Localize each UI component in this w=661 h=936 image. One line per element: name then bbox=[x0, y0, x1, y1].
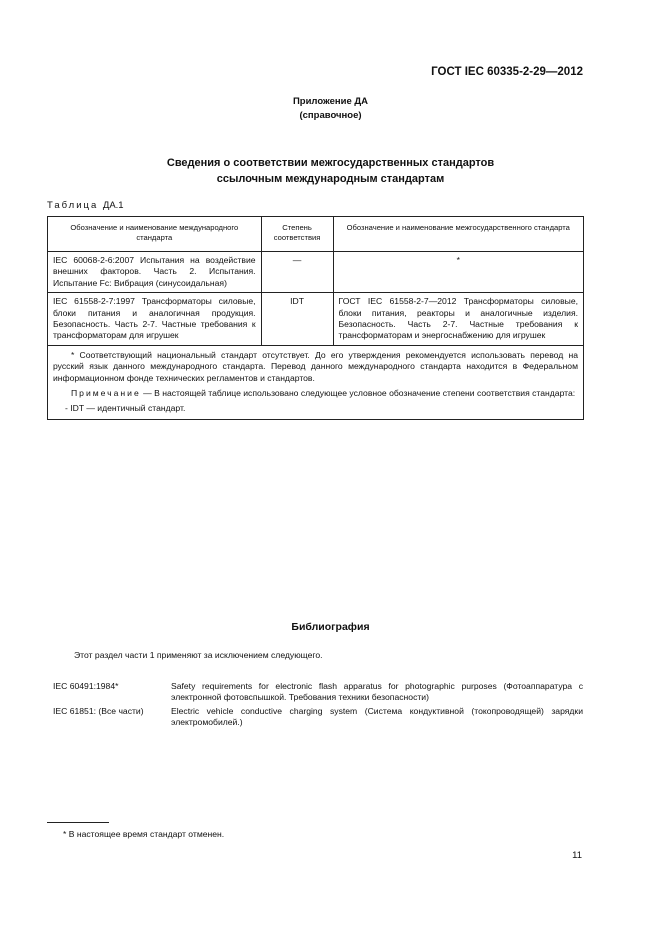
footnote-rule bbox=[47, 822, 109, 823]
table-label bbox=[47, 200, 124, 211]
bibliography-list bbox=[53, 681, 583, 731]
bibliography-item bbox=[53, 681, 583, 704]
page-footnote: * В настоящее время стандарт отменен. bbox=[63, 829, 225, 839]
table-row bbox=[48, 252, 584, 293]
bibliography-intro: Этот раздел части 1 применяют за исключением следующего. bbox=[74, 650, 323, 660]
cell-international: IEC 61558-2-7:1997 Трансформаторы силовые, блоки питания и аналогичная продукция. Безопасность. Часть 2-7. Частные требования к трансформаторам для игрушек bbox=[48, 293, 262, 346]
bibliography-item bbox=[53, 706, 583, 729]
table-label-number: ДА.1 bbox=[102, 200, 124, 211]
bibliography-title: Библиография bbox=[291, 621, 370, 633]
table-footnote: * Соответствующий национальный стандарт отсутствует. До его утверждения рекомендуется использовать перевод на русский язык данного международного стандарта. Перевод данного международного стандарта находится в Федеральном информационном фонде технических регламентов и стандартов. bbox=[53, 349, 578, 383]
section-title bbox=[0, 155, 661, 187]
note-item: - IDT — идентичный стандарт. bbox=[65, 403, 186, 414]
cell-interstate: ГОСТ IEC 61558-2-7—2012 Трансформаторы силовые, блоки питания, реакторы и аналогичные изделия. Безопасность. Часть 2-7. Частные требования к трансформаторам и энергоснабжению для игрушек bbox=[333, 293, 583, 346]
header-interstate: Обозначение и наименование межгосударственного стандарта bbox=[333, 217, 583, 252]
cell-international: IEC 60068-2-6:2007 Испытания на воздействие внешних факторов. Часть 2. Испытания. Испытание Fc: Вибрация (синусоидальная) bbox=[48, 252, 262, 293]
bibliography-code: IEC 61851: (Все части) bbox=[53, 705, 144, 716]
cell-degree: — bbox=[261, 252, 333, 293]
table-note bbox=[53, 388, 578, 399]
table-label-prefix: Таблица bbox=[47, 200, 99, 211]
section-title-line1: Сведения о соответствии межгосударственных стандартов bbox=[166, 157, 495, 169]
header-degree: Степень соответствия bbox=[261, 217, 333, 252]
table-notes-row bbox=[48, 345, 584, 419]
annex-subtitle: (справочное) bbox=[299, 110, 362, 121]
cell-degree: IDT bbox=[261, 293, 333, 346]
page-number: 11 bbox=[572, 850, 582, 861]
note-label: Примечание bbox=[71, 388, 141, 399]
header-international: Обозначение и наименование международного стандарта bbox=[48, 217, 262, 252]
annex-heading bbox=[0, 95, 661, 123]
table-notes-cell bbox=[48, 345, 584, 419]
table-row bbox=[48, 293, 584, 346]
correspondence-table bbox=[47, 216, 584, 420]
standard-code-header: ГОСТ IEC 60335-2-29—2012 bbox=[431, 66, 583, 78]
bibliography-text: Electric vehicle conductive charging system (Система кондуктивной (токопроводящей) зарядки электромобилей.) bbox=[171, 705, 583, 728]
table-header-row bbox=[48, 217, 584, 252]
note-text: — В настоящей таблице использовано следующее условное обозначение степени соответствия стандарта: bbox=[140, 388, 576, 399]
annex-title: Приложение ДА bbox=[292, 96, 369, 107]
section-title-line2: ссылочным международным стандартам bbox=[216, 173, 445, 185]
bibliography-code: IEC 60491:1984* bbox=[53, 681, 119, 691]
bibliography-text: Safety requirements for electronic flash apparatus for photographic purposes (Фотоаппаратура с электронной фотовспышкой. Требования техники безопасности) bbox=[171, 681, 583, 703]
cell-interstate: * bbox=[333, 252, 583, 293]
